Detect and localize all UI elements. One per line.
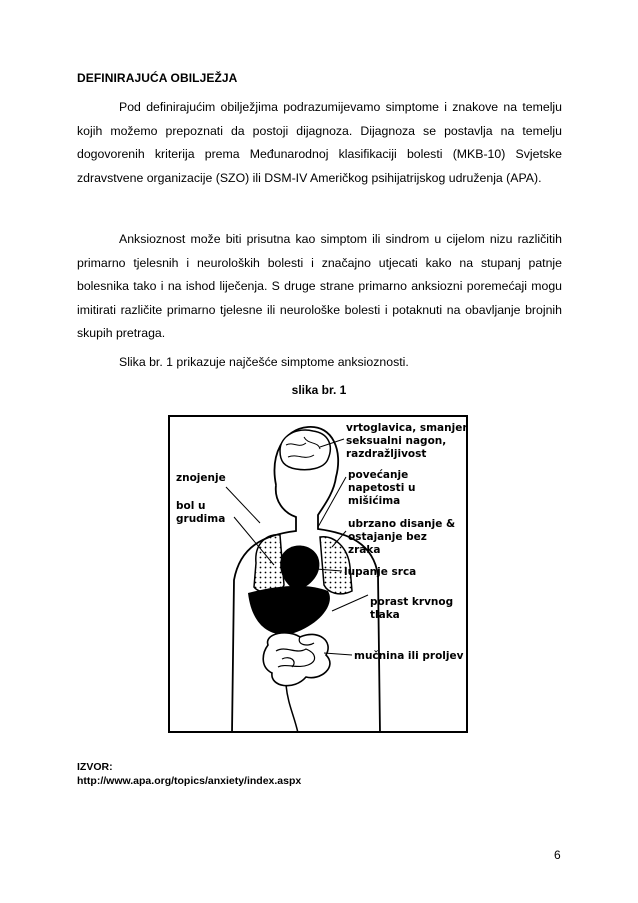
brain-icon bbox=[280, 430, 330, 470]
paragraph-anxiety bbox=[77, 228, 562, 346]
body-diagram bbox=[168, 415, 468, 733]
paragraph-text: Slika br. 1 prikazuje najčešće simptome anksioznosti. bbox=[119, 355, 409, 369]
section-heading: DEFINIRAJUĆA OBILJEŽJA bbox=[77, 71, 238, 85]
label-blood-pressure: porast krvnog tlaka bbox=[370, 596, 454, 621]
label-sweating: znojenje bbox=[176, 472, 226, 484]
label-nausea: mučnina ili proljev bbox=[354, 650, 464, 662]
source-citation bbox=[77, 760, 301, 788]
paragraph-text: Anksioznost može biti prisutna kao simptom ili sindrom u cijelom nizu različitih primarno tjelesnih i neuroloških bolesti i značajno utjecati kako na stupanj patnje bolesnika tako i na ishod liječenja. S druge strane primarno anksiozni poremećaji mogu imitirati različite primarno tjelesne ili neurološke bolesti i potaknuti na obavljanje brojnih skupih pretraga. bbox=[77, 232, 562, 341]
label-head-symptoms: vrtoglavica, smanjen seksualni nagon, razdražljivost bbox=[346, 422, 468, 460]
source-url: http://www.apa.org/topics/anxiety/index.aspx bbox=[77, 775, 302, 787]
label-heart-pounding: lupanje srca bbox=[344, 566, 417, 578]
paragraph-text: Pod definirajućim obilježjima podrazumijevamo simptome i znakove na temelju kojih možemo prepoznati da postoji dijagnoza. Dijagnoza se postavlja na temelju dogovorenih kriterija prema Međunarodnoj klasifikaciji bolesti (MKB-10) Svjetske zdravstvene organizacije (SZO) ili DSM-IV Američkog psihijatrijskog udruženja (APA). bbox=[77, 100, 562, 185]
paragraph-figure-intro bbox=[77, 351, 562, 375]
label-muscle-tension: povećanje napetosti u mišićima bbox=[348, 469, 416, 507]
label-breathing: ubrzano disanje & ostajanje bez zraka bbox=[348, 518, 456, 556]
page-number: 6 bbox=[554, 848, 561, 862]
paragraph-definition bbox=[77, 96, 562, 190]
anxiety-symptoms-figure bbox=[168, 415, 468, 733]
source-label: IZVOR: bbox=[77, 761, 113, 773]
label-chest-pain: bol u grudima bbox=[176, 500, 226, 525]
figure-caption: slika br. 1 bbox=[291, 383, 347, 397]
